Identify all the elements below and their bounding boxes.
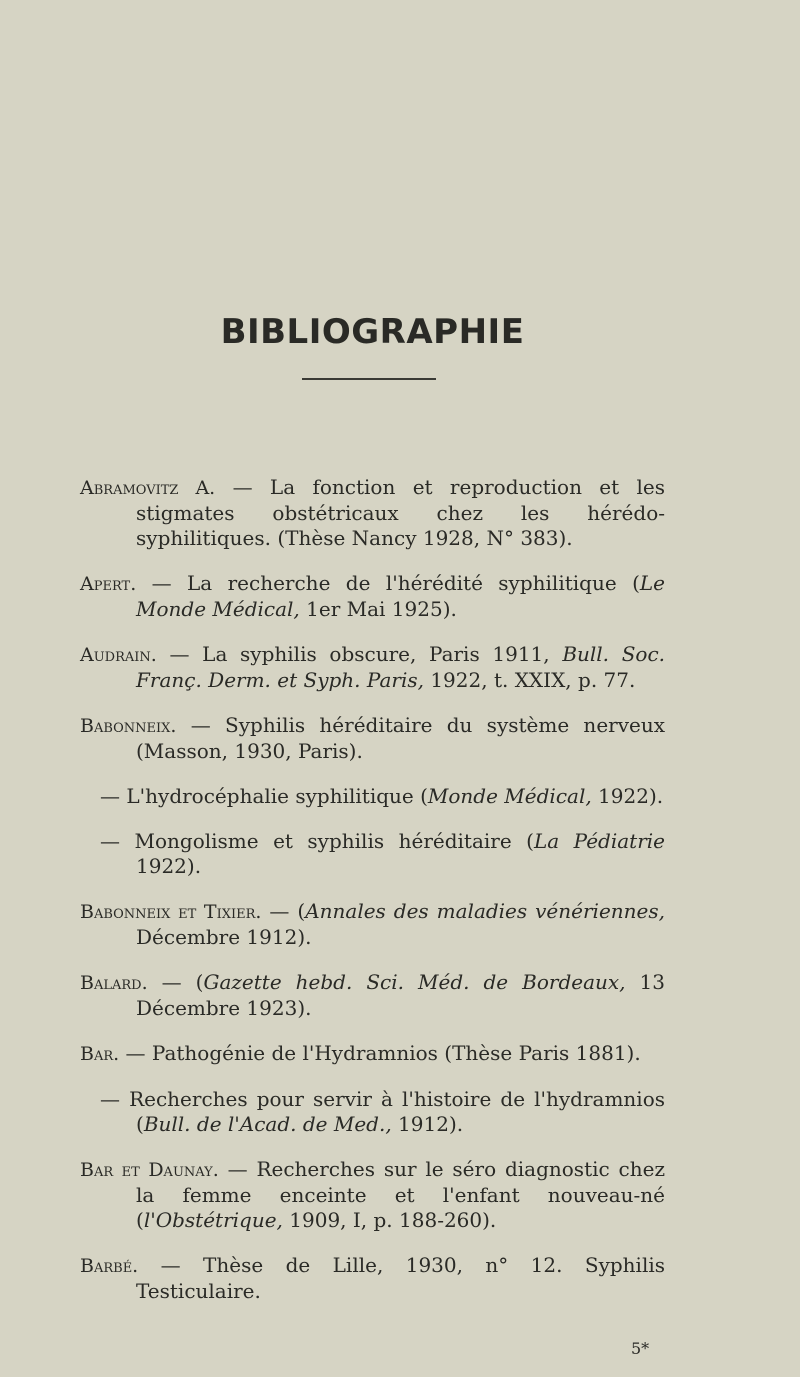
- bibliography-list: [80, 455, 665, 1320]
- bibliography-entry: Audrain. — La syphilis obscure, Paris 1911, Bull. Soc. Franç. Derm. et Syph. Paris, 1922, t. XXIX, p. 77.: [80, 642, 666, 692]
- entry-text: 1922, t. XXIX, p. 77.: [423, 668, 636, 692]
- entry-text: 13 Décembre 1923).: [136, 970, 665, 1020]
- entry-text: Recherches pour servir à l'histoire de l'hydramnios (: [129, 1087, 666, 1136]
- entry-text: Syphilis héréditaire du système nerveux (Masson, 1930, Paris).: [136, 713, 666, 763]
- entry-author: Audrain.: [80, 644, 157, 666]
- entry-text: L'hydrocéphalie syphilitique (: [126, 784, 428, 808]
- entry-text: 1912).: [391, 1112, 464, 1136]
- entry-author: Babonneix et Tixier.: [80, 901, 262, 923]
- entry-author: Babonneix.: [80, 715, 177, 737]
- entry-source: Bull. de l'Acad. de Med.,: [143, 1112, 392, 1136]
- entry-author: Barbé.: [80, 1255, 139, 1277]
- entry-source: Bull. Soc. Franç. Derm. et Syph. Paris,: [136, 642, 666, 692]
- entry-author: Balard.: [80, 972, 148, 994]
- entry-text: Thèse de Lille, 1930, n° 12. Syphilis Testiculaire.: [136, 1253, 665, 1303]
- entry-text: Pathogénie de l'Hydramnios (Thèse Paris 1881).: [151, 1041, 641, 1065]
- entry-source: Annales des maladies vénériennes,: [305, 899, 665, 923]
- entry-source: La Pédiatrie: [533, 829, 665, 853]
- entry-text: 1er Mai 1925).: [299, 597, 457, 621]
- entry-author: Apert.: [80, 573, 137, 595]
- entry-author: Abramovitz A.: [80, 477, 216, 499]
- entry-source: Monde Médical,: [427, 784, 592, 808]
- entry-source: Gazette hebd. Sci. Méd. de Bordeaux,: [203, 970, 626, 994]
- bibliography-entry: — Mongolisme et syphilis héréditaire (La Pédiatrie 1922).: [100, 829, 665, 878]
- bibliography-entry: Bar et Daunay. — Recherches sur le séro diagnostic chez la femme enceinte et l'enfant nouveau-né (l'Obstétrique, 1909, I, p. 188-260).: [80, 1157, 665, 1232]
- bibliography-entry: Barbé. — Thèse de Lille, 1930, n° 12. Syphilis Testiculaire.: [80, 1253, 665, 1303]
- entry-text: La syphilis obscure, Paris 1911,: [202, 642, 563, 666]
- entry-text: (: [297, 899, 306, 923]
- page-number: 5*: [631, 1339, 650, 1358]
- bibliography-entry: — Recherches pour servir à l'histoire de l'hydramnios (Bull. de l'Acad. de Med., 1912).: [100, 1087, 666, 1136]
- entry-text: La fonction et reproduction et les stigmates obstétricaux chez les hérédo-syphilitiques. (Thèse Nancy 1928, N° 383).: [136, 475, 666, 550]
- bibliography-entry: Apert. — La recherche de l'hérédité syphilitique (Le Monde Médical, 1er Mai 1925).: [80, 571, 665, 621]
- bibliography-entry: Abramovitz A. — La fonction et reproduction et les stigmates obstétricaux chez les hérédo-syphilitiques. (Thèse Nancy 1928, N° 383).: [80, 475, 666, 550]
- entry-source: l'Obstétrique,: [143, 1208, 283, 1232]
- entry-text: Décembre 1912).: [136, 925, 312, 949]
- title-rule: [302, 378, 436, 380]
- entry-text: Mongolisme et syphilis héréditaire (: [134, 829, 534, 853]
- entry-author: Bar et Daunay.: [80, 1159, 219, 1181]
- entry-text: 1922).: [136, 854, 202, 878]
- entry-text: 1909, I, p. 188-260).: [282, 1208, 497, 1232]
- bibliography-entry: Babonneix et Tixier. — (Annales des maladies vénériennes, Décembre 1912).: [80, 899, 665, 949]
- entry-author: Bar.: [80, 1043, 120, 1065]
- bibliography-entry: Bar. — Pathogénie de l'Hydramnios (Thèse Paris 1881).: [80, 1041, 641, 1065]
- page-title: BIBLIOGRAPHIE: [220, 312, 525, 352]
- entry-text: La recherche de l'hérédité syphilitique (: [187, 571, 640, 595]
- bibliography-entry: Babonneix. — Syphilis héréditaire du système nerveux (Masson, 1930, Paris).: [80, 713, 666, 763]
- entry-text: (: [195, 970, 204, 994]
- bibliography-entry: — L'hydrocéphalie syphilitique (Monde Médical, 1922).: [100, 784, 664, 808]
- entry-text: 1922).: [591, 784, 664, 808]
- bibliography-entry: Balard. — (Gazette hebd. Sci. Méd. de Bordeaux, 13 Décembre 1923).: [80, 970, 665, 1020]
- entry-source: Le Monde Médical,: [136, 571, 665, 621]
- entry-text: Recherches sur le séro diagnostic chez la femme enceinte et l'enfant nouveau-né (: [136, 1157, 665, 1232]
